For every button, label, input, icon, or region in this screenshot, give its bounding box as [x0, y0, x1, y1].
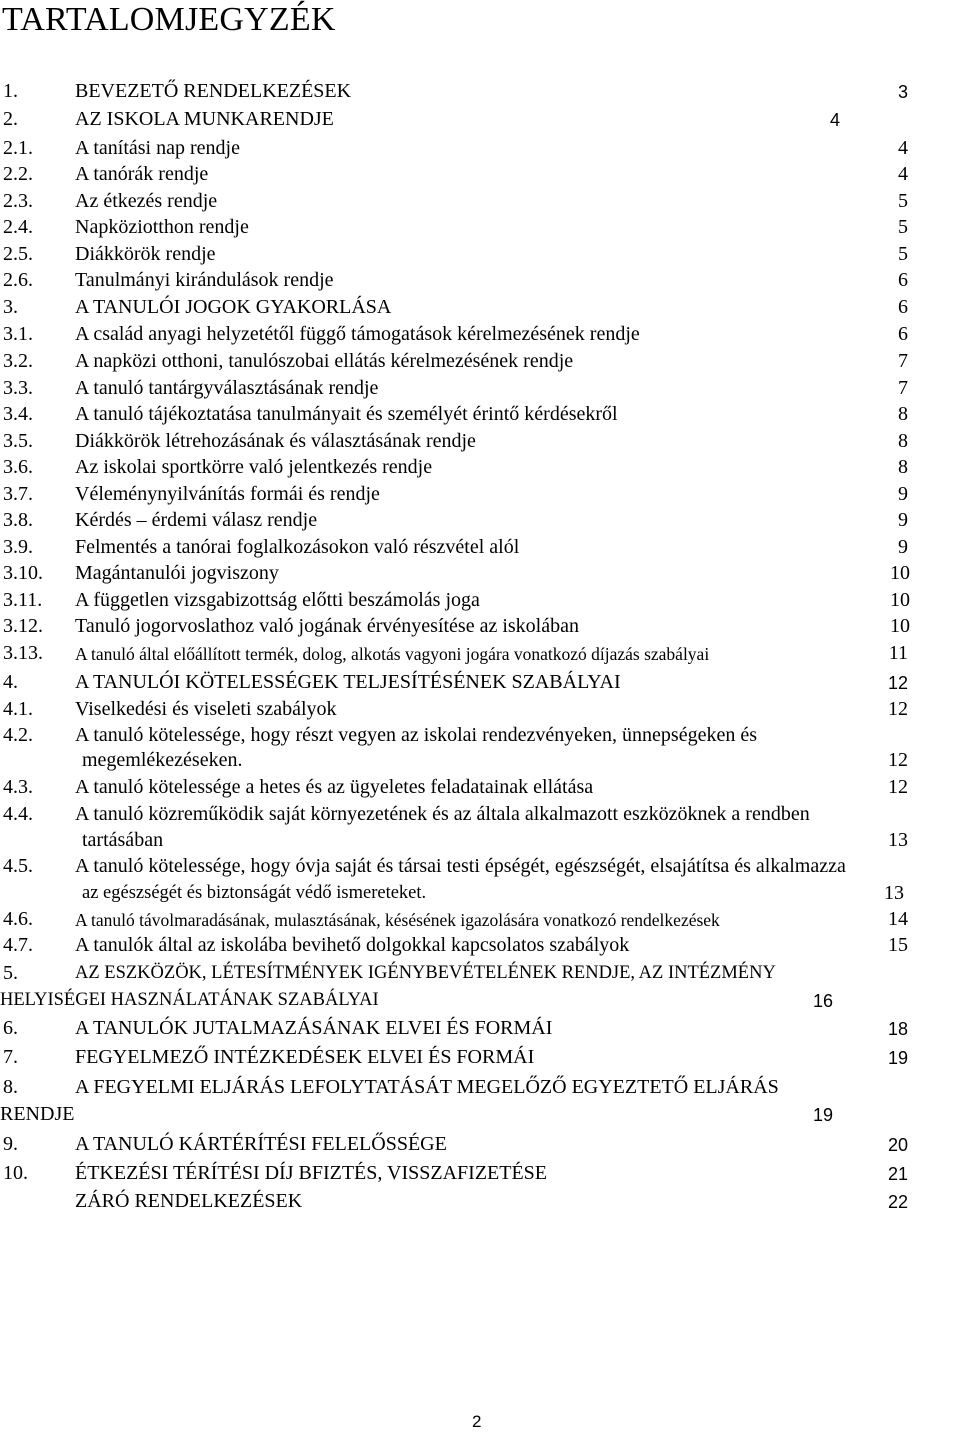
- entry-number: 3.1.: [3, 323, 33, 345]
- entry-page: 19: [887, 1048, 908, 1068]
- entry-page: 6: [898, 323, 908, 345]
- entry-number: 9.: [3, 1133, 18, 1155]
- entry-number: 2.4.: [3, 216, 33, 238]
- entry-title: A tanítási nap rendje: [75, 137, 240, 159]
- entry-title: tartásában: [82, 829, 164, 851]
- entry-title: RENDJE: [0, 1103, 75, 1125]
- entry-page: 5: [898, 190, 908, 212]
- entry-page: 15: [888, 934, 908, 956]
- entry-page: 20: [887, 1135, 908, 1155]
- entry-number: 4.4.: [3, 803, 33, 825]
- entry-title: A TANULÓ KÁRTÉRÍTÉSI FELELŐSSÉGE: [75, 1133, 447, 1155]
- entry-number: 4.: [3, 671, 18, 693]
- entry-title: A tanuló által előállított termék, dolog, alkotás vagyoni jogára vonatkozó díjazás szabályai: [75, 644, 710, 664]
- entry-page: 4: [898, 137, 908, 159]
- entry-title: ZÁRÓ RENDELKEZÉSEK: [75, 1190, 303, 1212]
- entry-page: 13: [884, 882, 904, 904]
- entry-title: ÉTKEZÉSI TÉRÍTÉSI DÍJ BFIZTÉS, VISSZAFIZETÉSE: [75, 1162, 548, 1184]
- entry-title: AZ ISKOLA MUNKARENDJE: [75, 108, 334, 130]
- entry-title: A család anyagi helyzetétől függő támogatások kérelmezésének rendje: [75, 323, 640, 345]
- entry-page: 8: [898, 430, 908, 452]
- entry-page: 12: [888, 698, 908, 720]
- entry-page: 5: [898, 216, 908, 238]
- entry-page: 9: [898, 483, 908, 505]
- entry-number: 2.: [3, 108, 18, 130]
- entry-title: HELYISÉGEI HASZNÁLATÁNAK SZABÁLYAI: [0, 990, 379, 1010]
- entry-title: A tanuló tantárgyválasztásának rendje: [75, 377, 379, 399]
- entry-number: 8.: [3, 1076, 18, 1098]
- entry-title: AZ ESZKÖZÖK, LÉTESÍTMÉNYEK IGÉNYBEVÉTELÉNEK RENDJE, AZ INTÉZMÉNY: [75, 963, 776, 983]
- entry-number: 3.10.: [3, 562, 43, 584]
- entry-title: A FEGYELMI ELJÁRÁS LEFOLYTATÁSÁT MEGELŐZŐ EGYEZTETŐ ELJÁRÁS: [75, 1076, 779, 1098]
- entry-title: Az iskolai sportkörre való jelentkezés rendje: [75, 456, 433, 478]
- entry-number: 4.6.: [3, 908, 33, 930]
- entry-page: 19: [812, 1105, 833, 1125]
- entry-number: 3.12.: [3, 615, 43, 637]
- entry-number: 2.3.: [3, 190, 33, 212]
- entry-number: 4.5.: [3, 855, 33, 877]
- entry-page: 4: [829, 110, 840, 130]
- entry-page: 7: [898, 377, 908, 399]
- entry-title: Kérdés – érdemi válasz rendje: [75, 509, 318, 531]
- toc-title: TARTALOMJEGYZÉK: [2, 1, 336, 38]
- entry-title: Napköziotthon rendje: [75, 216, 249, 238]
- entry-number: 2.2.: [3, 163, 33, 185]
- entry-title: A tanórák rendje: [75, 163, 209, 185]
- entry-title: A független vizsgabizottság előtti beszámolás joga: [75, 589, 480, 611]
- entry-number: 4.3.: [3, 776, 33, 798]
- entry-number: 3.13.: [3, 642, 43, 664]
- entry-title: A tanuló közreműködik saját környezetének és az általa alkalmazott eszközöknek a rendben: [75, 803, 810, 825]
- entry-title: A napközi otthoni, tanulószobai ellátás kérelmezésének rendje: [75, 350, 574, 372]
- entry-number: 3.11.: [3, 589, 43, 611]
- entry-title: A TANULÓI JOGOK GYAKORLÁSA: [75, 296, 392, 318]
- entry-page: 16: [812, 991, 833, 1011]
- entry-title: BEVEZETŐ RENDELKEZÉSEK: [75, 80, 352, 102]
- entry-page: 22: [887, 1192, 908, 1212]
- entry-page: 12: [888, 776, 908, 798]
- entry-number: 4.7.: [3, 934, 33, 956]
- entry-page: 4: [898, 163, 908, 185]
- entry-title: Felmentés a tanórai foglalkozásokon való részvétel alól: [75, 536, 520, 558]
- page-number: 2: [472, 1412, 482, 1431]
- entry-page: 9: [898, 536, 908, 558]
- entry-number: 3.: [3, 296, 18, 318]
- entry-number: 2.1.: [3, 137, 33, 159]
- entry-page: 3: [897, 82, 908, 102]
- entry-page: 10: [890, 589, 910, 611]
- entry-title: A tanulók által az iskolába bevihető dolgokkal kapcsolatos szabályok: [75, 934, 630, 956]
- entry-page: 13: [888, 829, 908, 851]
- entry-page: 9: [898, 509, 908, 531]
- entry-title: A TANULÓI KÖTELESSÉGEK TELJESÍTÉSÉNEK SZABÁLYAI: [75, 671, 621, 693]
- entry-page: 21: [887, 1164, 908, 1184]
- entry-page: 6: [898, 269, 908, 291]
- entry-page: 14: [888, 908, 908, 930]
- entry-page: 12: [888, 749, 908, 771]
- entry-number: 3.6.: [3, 456, 33, 478]
- entry-title: Viselkedési és viseleti szabályok: [75, 698, 337, 720]
- entry-number: 2.6.: [3, 269, 33, 291]
- entry-title: Diákkörök rendje: [75, 243, 216, 265]
- entry-number: 10.: [3, 1162, 28, 1184]
- entry-page: 10: [890, 562, 910, 584]
- entry-title: Tanulmányi kirándulások rendje: [75, 269, 334, 291]
- entry-title: Diákkörök létrehozásának és választásának rendje: [75, 430, 476, 452]
- entry-number: 6.: [3, 1017, 18, 1039]
- entry-number: 4.1.: [3, 698, 33, 720]
- entry-number: 3.3.: [3, 377, 33, 399]
- entry-page: 18: [887, 1019, 908, 1039]
- entry-page: 10: [890, 615, 910, 637]
- entry-page: 7: [898, 350, 908, 372]
- entry-page: 8: [898, 403, 908, 425]
- entry-title: megemlékezéseken.: [82, 749, 243, 771]
- entry-title: Az étkezés rendje: [75, 190, 218, 212]
- entry-number: 2.5.: [3, 243, 33, 265]
- entry-title: A tanuló kötelessége a hetes és az ügyeletes feladatainak ellátása: [75, 776, 594, 798]
- entry-number: 4.2.: [3, 724, 33, 746]
- entry-title: FEGYELMEZŐ INTÉZKEDÉSEK ELVEI ÉS FORMÁI: [75, 1046, 535, 1068]
- entry-title: Tanuló jogorvoslathoz való jogának érvényesítése az iskolában: [75, 615, 579, 637]
- entry-number: 5.: [3, 962, 18, 984]
- entry-title: Magántanulói jogviszony: [75, 562, 279, 584]
- entry-title: A tanuló távolmaradásának, mulasztásának, késésének igazolására vonatkozó rendelkezések: [75, 910, 720, 930]
- entry-title: A TANULÓK JUTALMAZÁSÁNAK ELVEI ÉS FORMÁI: [75, 1017, 553, 1039]
- entry-title: A tanuló kötelessége, hogy részt vegyen az iskolai rendezvényeken, ünnepségeken és: [75, 724, 757, 746]
- entry-number: 3.9.: [3, 536, 33, 558]
- entry-title: az egészségét és biztonságát védő ismereteket.: [82, 883, 427, 903]
- entry-number: 3.2.: [3, 350, 33, 372]
- entry-number: 3.8.: [3, 509, 33, 531]
- entry-number: 7.: [3, 1046, 18, 1068]
- entry-number: 3.5.: [3, 430, 33, 452]
- entry-number: 3.7.: [3, 483, 33, 505]
- entry-number: 1.: [3, 80, 18, 102]
- entry-page: 12: [887, 673, 908, 693]
- entry-page: 11: [888, 642, 908, 664]
- entry-page: 6: [898, 296, 908, 318]
- entry-page: 8: [898, 456, 908, 478]
- entry-number: 3.4.: [3, 403, 33, 425]
- entry-page: 5: [898, 243, 908, 265]
- entry-title: A tanuló kötelessége, hogy óvja saját és társai testi épségét, egészségét, elsajátítsa és alkalmazza: [75, 855, 846, 877]
- entry-title: A tanuló tájékoztatása tanulmányait és személyét érintő kérdésekről: [75, 403, 618, 425]
- entry-title: Véleménynyilvánítás formái és rendje: [75, 483, 380, 505]
